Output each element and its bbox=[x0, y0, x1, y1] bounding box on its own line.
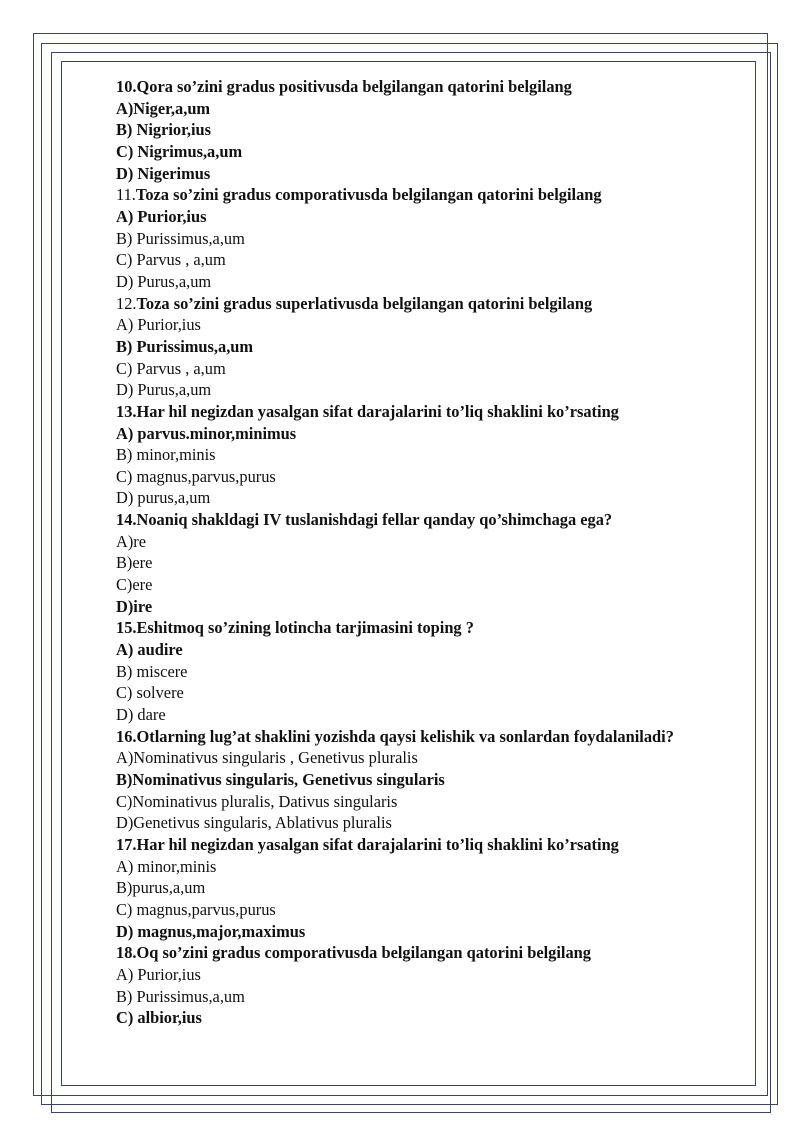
question-number: 10. bbox=[116, 77, 137, 96]
question-block bbox=[116, 617, 746, 725]
answer-option: A)Nominativus singularis , Genetivus pluralis bbox=[116, 748, 418, 768]
answer-option: A) Purior,ius bbox=[116, 206, 207, 226]
answer-option: C) magnus,parvus,purus bbox=[116, 466, 276, 486]
question-block bbox=[116, 942, 746, 1029]
answer-option: D) purus,a,um bbox=[116, 488, 211, 508]
question-number: 13. bbox=[116, 401, 137, 421]
question-block bbox=[116, 509, 746, 617]
question-line bbox=[116, 293, 746, 315]
question-block bbox=[116, 726, 746, 834]
question-line bbox=[116, 76, 746, 98]
answer-option: C)Nominativus pluralis, Dativus singularis bbox=[116, 791, 398, 811]
answer-option: B) Purissimus,a,um bbox=[116, 228, 245, 248]
answer-option: B) Purissimus,a,um bbox=[116, 986, 245, 1006]
answer-option: D) Nigerimus bbox=[116, 163, 211, 183]
answer-option: C)ere bbox=[116, 575, 153, 595]
answer-option: D) Purus,a,um bbox=[116, 271, 212, 291]
answer-option: B)ere bbox=[116, 553, 153, 573]
answer-option: A) audire bbox=[116, 640, 183, 660]
answer-option: D) Purus,a,um bbox=[116, 380, 212, 400]
question-line bbox=[116, 834, 746, 856]
question-line bbox=[116, 184, 746, 206]
question-text: Toza so’zini gradus superlativusda belgilangan qatorini belgilang bbox=[136, 293, 593, 313]
answer-option: B) Nigrior,ius bbox=[116, 120, 212, 140]
question-block bbox=[116, 401, 746, 509]
question-text: Toza so’zini gradus comporativusda belgilangan qatorini belgilang bbox=[135, 185, 602, 205]
answer-option: A) Purior,ius bbox=[116, 315, 201, 335]
question-text: Qora so’zini gradus positivusda belgilangan qatorini belgilang bbox=[136, 77, 572, 96]
question-block bbox=[116, 293, 746, 401]
question-number: 18. bbox=[116, 943, 137, 963]
question-number: 11. bbox=[116, 185, 136, 205]
question-list bbox=[116, 76, 746, 1029]
question-text: Har hil negizdan yasalgan sifat darajalarini to’liq shaklini ko’rsating bbox=[136, 834, 619, 854]
answer-option: D) dare bbox=[116, 705, 166, 725]
question-block bbox=[116, 76, 746, 184]
question-block bbox=[116, 834, 746, 942]
question-line bbox=[116, 617, 746, 639]
answer-option: A) parvus.minor,minimus bbox=[116, 423, 297, 443]
answer-option: A) minor,minis bbox=[116, 856, 217, 876]
answer-option: D)Genetivus singularis, Ablativus pluralis bbox=[116, 813, 392, 833]
answer-option: C) Parvus , a,um bbox=[116, 358, 226, 378]
answer-option: A)Niger,a,um bbox=[116, 98, 211, 118]
question-line bbox=[116, 942, 746, 964]
question-text: Har hil negizdan yasalgan sifat darajalarini to’liq shaklini ko’rsating bbox=[136, 401, 619, 421]
question-number: 15. bbox=[116, 618, 137, 638]
answer-option: B) Purissimus,a,um bbox=[116, 336, 254, 356]
question-text: Eshitmoq so’zining lotincha tarjimasini toping ? bbox=[136, 618, 474, 638]
question-number: 17. bbox=[116, 834, 137, 854]
answer-option: D)ire bbox=[116, 596, 153, 616]
answer-option: C) albior,ius bbox=[116, 1008, 202, 1028]
question-number: 14. bbox=[116, 510, 137, 530]
question-text: Oq so’zini gradus comporativusda belgilangan qatorini belgilang bbox=[136, 943, 591, 963]
question-block bbox=[116, 184, 746, 292]
question-line bbox=[116, 401, 746, 423]
question-number: 12. bbox=[116, 293, 137, 313]
answer-option: D) magnus,major,maximus bbox=[116, 921, 306, 941]
answer-option: C) solvere bbox=[116, 683, 184, 703]
answer-option: B)purus,a,um bbox=[116, 878, 206, 898]
question-line bbox=[116, 509, 746, 531]
answer-option: C) magnus,parvus,purus bbox=[116, 899, 276, 919]
question-number: 16. bbox=[116, 726, 137, 746]
question-text: Otlarning lug’at shaklini yozishda qaysi kelishik va sonlardan foydalaniladi? bbox=[136, 726, 674, 746]
answer-option: B) minor,minis bbox=[116, 445, 216, 465]
answer-option: C) Parvus , a,um bbox=[116, 250, 226, 270]
answer-option: B)Nominativus singularis, Genetivus singularis bbox=[116, 770, 445, 789]
question-line bbox=[116, 726, 746, 748]
answer-option: C) Nigrimus,a,um bbox=[116, 141, 243, 161]
question-text: Noaniq shakldagi IV tuslanishdagi fellar qanday qo’shimchaga ega? bbox=[136, 510, 613, 530]
answer-option: A) Purior,ius bbox=[116, 964, 201, 984]
answer-option: A)re bbox=[116, 531, 147, 551]
answer-option: B) miscere bbox=[116, 661, 188, 681]
